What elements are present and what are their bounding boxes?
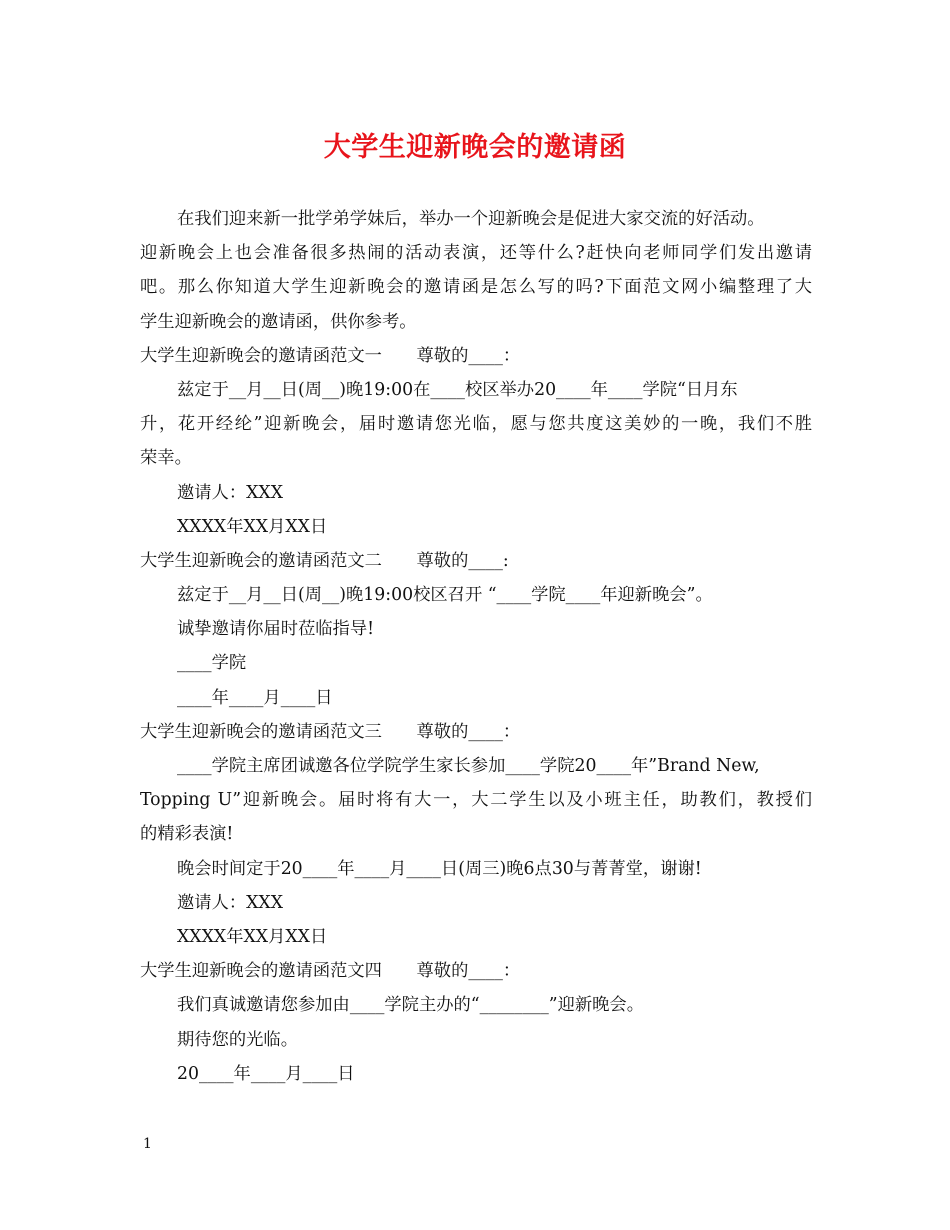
sample4-body-line-1: 我们真诚邀请您参加由____学院主办的“________”迎新晚会。 xyxy=(177,995,644,1016)
page-title: 大学生迎新晚会的邀请函 xyxy=(323,132,627,163)
sample2-college: ____学院 xyxy=(177,653,247,674)
sample1-body-line-2: 升，花开经纶”迎新晚会，届时邀请您光临，愿与您共度这美妙的一晚，我们不胜 xyxy=(140,414,812,435)
sample3-inviter: 邀请人：XXX xyxy=(177,892,284,913)
section-heading-4: 大学生迎新晚会的邀请函范文四 尊敬的____： xyxy=(140,961,521,982)
section-heading-1: 大学生迎新晚会的邀请函范文一 尊敬的____： xyxy=(140,345,521,366)
sample3-body-line-3: 的精彩表演! xyxy=(140,824,234,845)
page-number: 1 xyxy=(143,1136,152,1152)
sample1-date: XXXX年XX月XX日 xyxy=(177,516,328,537)
sample3-date: XXXX年XX月XX日 xyxy=(177,926,328,947)
sample2-date: ____年____月____日 xyxy=(177,687,333,708)
section-heading-2: 大学生迎新晚会的邀请函范文二 尊敬的____: xyxy=(140,550,509,571)
document-body xyxy=(140,202,812,1091)
sample3-body-line-1: ____学院主席团诚邀各位学院学生家长参加____学院20____年”Brand New, xyxy=(177,756,760,776)
intro-line-2: 迎新晚会上也会准备很多热闹的活动表演，还等什么?赶快向老师同学们发出邀请 xyxy=(140,243,812,264)
sample4-date: 20____年____月____日 xyxy=(177,1063,355,1084)
section-heading-3: 大学生迎新晚会的邀请函范文三 尊敬的____： xyxy=(140,721,521,742)
sample1-inviter: 邀请人：XXX xyxy=(177,482,284,503)
intro-line-3: 吧。那么你知道大学生迎新晚会的邀请函是怎么写的吗?下面范文网小编整理了大 xyxy=(140,277,812,298)
intro-line-1: 在我们迎来新一批学弟学妹后，举办一个迎新晚会是促进大家交流的好活动。 xyxy=(177,209,765,229)
sample4-body-line-2: 期待您的光临。 xyxy=(177,1029,298,1050)
sample1-body-line-3: 荣幸。 xyxy=(140,448,192,469)
sample3-time-line: 晚会时间定于20____年____月____日(周三)晚6点30与菁菁堂，谢谢! xyxy=(177,858,702,879)
intro-line-4: 学生迎新晚会的邀请函，供你参考。 xyxy=(140,311,417,332)
sample3-body-line-2: Topping U”迎新晚会。届时将有大一，大二学生以及小班主任，助教们，教授们 xyxy=(140,790,812,811)
sample2-body-line-2: 诚挚邀请你届时莅临指导! xyxy=(177,619,375,640)
sample2-body-line-1: 兹定于__月__日(周__)晚19:00校区召开 “____学院____年迎新晚会”。 xyxy=(177,585,713,606)
sample1-body-line-1: 兹定于__月__日(周__)晚19:00在____校区举办20____年____学院“日月东 xyxy=(177,379,738,400)
